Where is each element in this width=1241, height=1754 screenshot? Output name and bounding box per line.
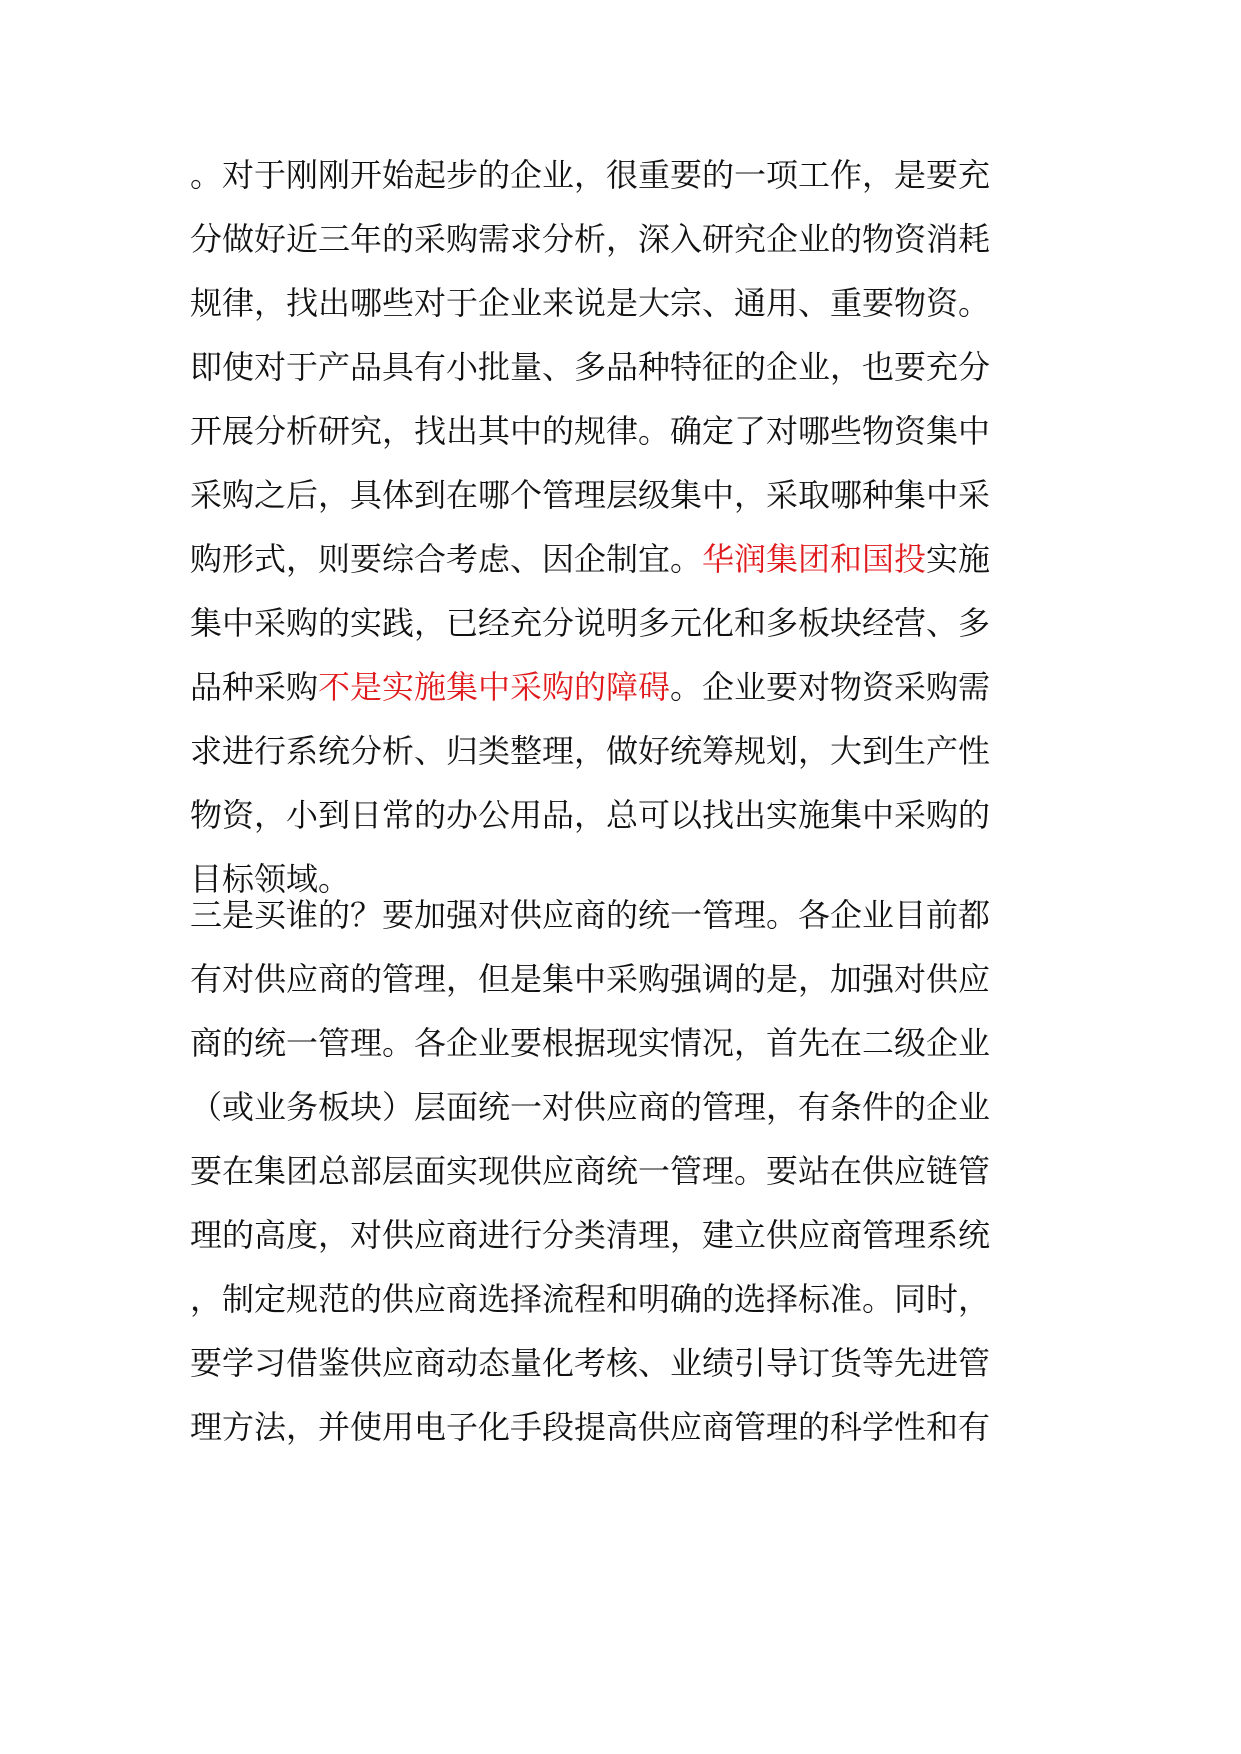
text-segment: 。企业要对物资采购需 [670, 668, 991, 706]
text-line [190, 1341, 990, 1385]
text-line [190, 345, 990, 389]
text-segment: 购形式，则要综合考虑、因企制宜。 [190, 540, 703, 578]
text-line [190, 1021, 990, 1065]
text-segment: 理的高度，对供应商进行分类清理，建立供应商管理系统 [190, 1216, 991, 1254]
text-line [190, 1085, 990, 1129]
text-segment: （或业务板块）层面统一对供应商的管理，有条件的企业 [190, 1088, 991, 1126]
text-line [190, 537, 990, 581]
highlighted-text: 不是实施集中采购的障碍 [318, 668, 671, 706]
text-segment: 要学习借鉴供应商动态量化考核、业绩引导订货等先进管 [190, 1344, 991, 1382]
text-line [190, 957, 990, 1001]
text-segment: 三是买谁的？要加强对供应商的统一管理。各企业目前都 [190, 896, 991, 934]
text-segment: 有对供应商的管理，但是集中采购强调的是，加强对供应 [190, 960, 991, 998]
text-line [190, 409, 990, 453]
text-line [190, 893, 990, 937]
text-line [190, 729, 990, 773]
text-segment: 求进行系统分析、归类整理，做好统筹规划，大到生产性 [190, 732, 991, 770]
text-segment: 实施 [926, 540, 991, 578]
text-segment: 商的统一管理。各企业要根据现实情况，首先在二级企业 [190, 1024, 991, 1062]
text-segment: 采购之后，具体到在哪个管理层级集中，采取哪种集中采 [190, 476, 991, 514]
text-line [190, 153, 990, 197]
text-segment: 品种采购 [190, 668, 319, 706]
text-line [190, 473, 990, 517]
text-segment: 分做好近三年的采购需求分析，深入研究企业的物资消耗 [190, 220, 991, 258]
text-segment: 目标领域。 [190, 860, 351, 898]
text-segment: 。对于刚刚开始起步的企业，很重要的一项工作，是要充 [190, 156, 991, 194]
text-segment: 物资，小到日常的办公用品，总可以找出实施集中采购的 [190, 796, 991, 834]
text-segment: 即使对于产品具有小批量、多品种特征的企业，也要充分 [190, 348, 991, 386]
text-line [190, 281, 990, 325]
text-line [190, 1213, 990, 1257]
text-segment: 开展分析研究，找出其中的规律。确定了对哪些物资集中 [190, 412, 991, 450]
text-line [190, 1149, 990, 1193]
text-line [190, 1277, 990, 1321]
text-line [190, 1405, 990, 1449]
text-line [190, 793, 990, 837]
text-segment: 要在集团总部层面实现供应商统一管理。要站在供应链管 [190, 1152, 991, 1190]
text-line [190, 665, 990, 709]
text-segment: 集中采购的实践，已经充分说明多元化和多板块经营、多 [190, 604, 991, 642]
text-segment: 理方法，并使用电子化手段提高供应商管理的科学性和有 [190, 1408, 991, 1446]
text-line [190, 601, 990, 645]
highlighted-text: 华润集团和国投 [702, 540, 927, 578]
text-segment: ，制定规范的供应商选择流程和明确的选择标准。同时， [190, 1280, 991, 1318]
text-line [190, 217, 990, 261]
text-segment: 规律，找出哪些对于企业来说是大宗、通用、重要物资。 [190, 284, 991, 322]
